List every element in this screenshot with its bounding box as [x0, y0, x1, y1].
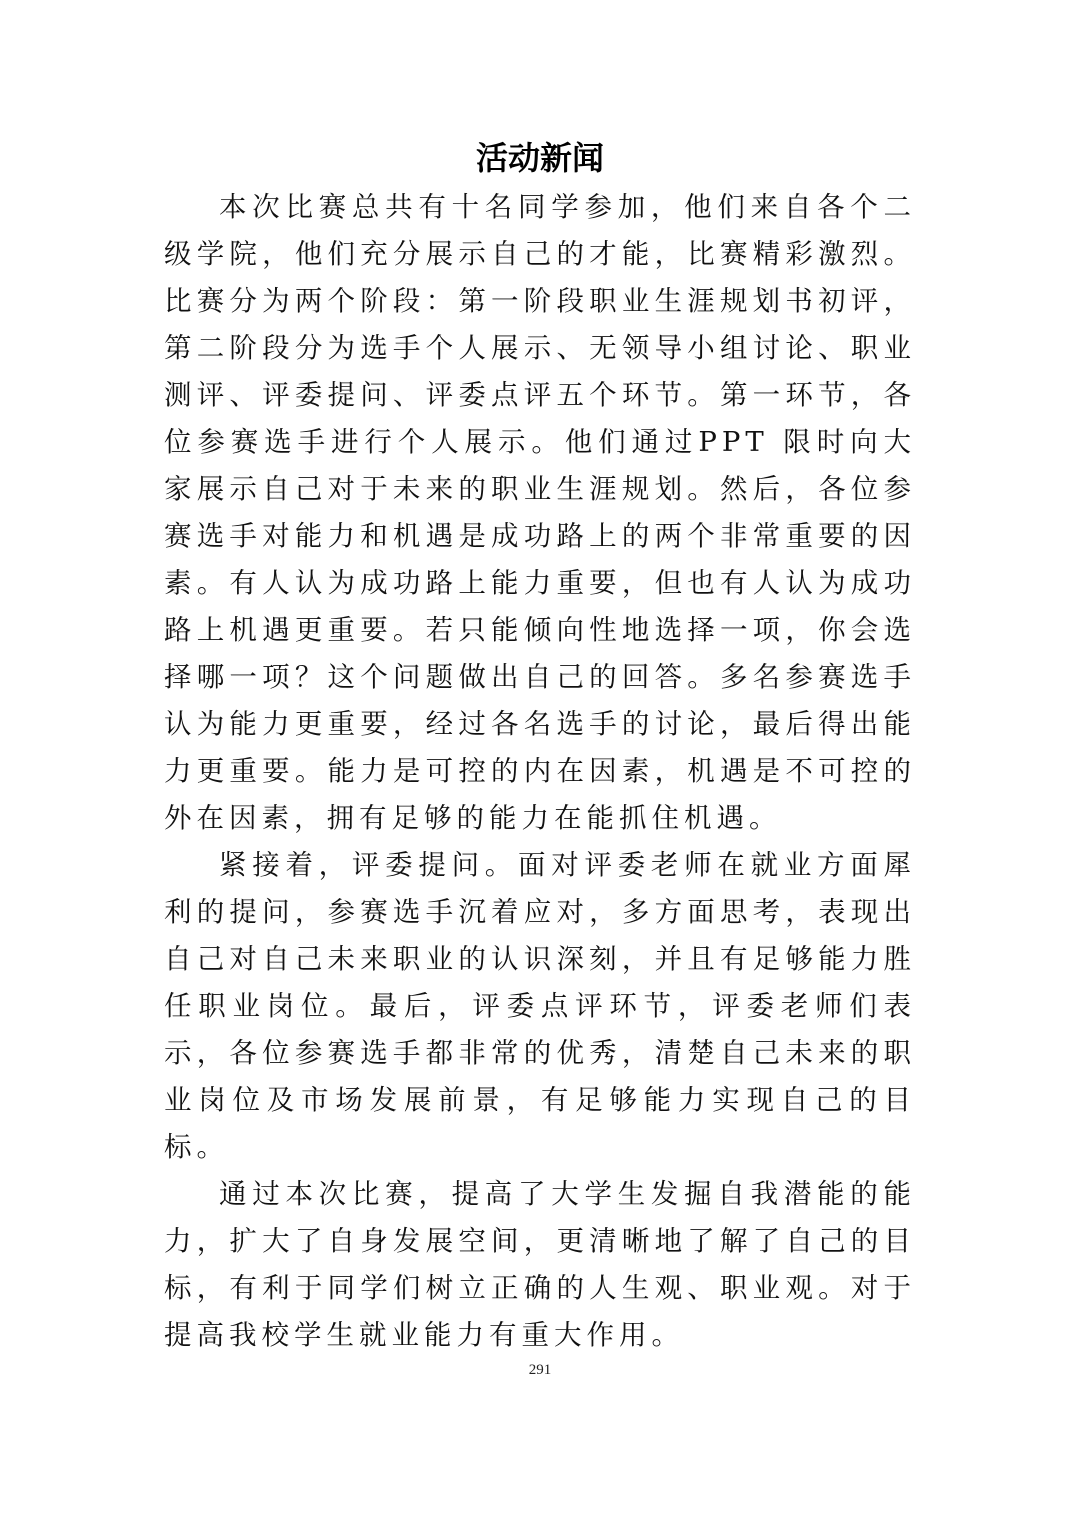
- paragraph-3: 通过本次比赛，提高了大学生发掘自我潜能的能力，扩大了自身发展空间，更清晰地了解了自己的目标，有利于同学们树立正确的人生观、职业观。对于提高我校学生就业能力有重大作用。: [164, 1178, 916, 1351]
- article-body: [164, 184, 916, 1359]
- paragraph-1: 本次比赛总共有十名同学参加，他们来自各个二级学院，他们充分展示自己的才能，比赛精彩激烈。比赛分为两个阶段：第一阶段职业生涯规划书初评，第二阶段分为选手个人展示、无领导小组讨论、职业测评、评委提问、评委点评五个环节。第一环节，各位参赛选手进行个人展示。他们通过PPT 限时向大家展示自己对于未来的职业生涯规划。然后，各位参赛选手对能力和机遇是成功路上的两个非常重要的因素。有人认为成功路上能力重要，但也有人认为成功路上机遇更重要。若只能倾向性地选择一项，你会选择哪一项？这个问题做出自己的回答。多名参赛选手认为能力更重要，经过各名选手的讨论，最后得出能力更重要。能力是可控的内在因素，机遇是不可控的外在因素，拥有足够的能力在能抓住机遇。: [164, 191, 916, 834]
- page-title: 活动新闻: [475, 139, 604, 177]
- paragraph-2: 紧接着，评委提问。面对评委老师在就业方面犀利的提问，参赛选手沉着应对，多方面思考，表现出自己对自己未来职业的认识深刻，并且有足够能力胜任职业岗位。最后，评委点评环节，评委老师们表示，各位参赛选手都非常的优秀，清楚自己未来的职业岗位及市场发展前景，有足够能力实现自己的目标。: [164, 849, 916, 1163]
- page-number: 291: [528, 1362, 552, 1378]
